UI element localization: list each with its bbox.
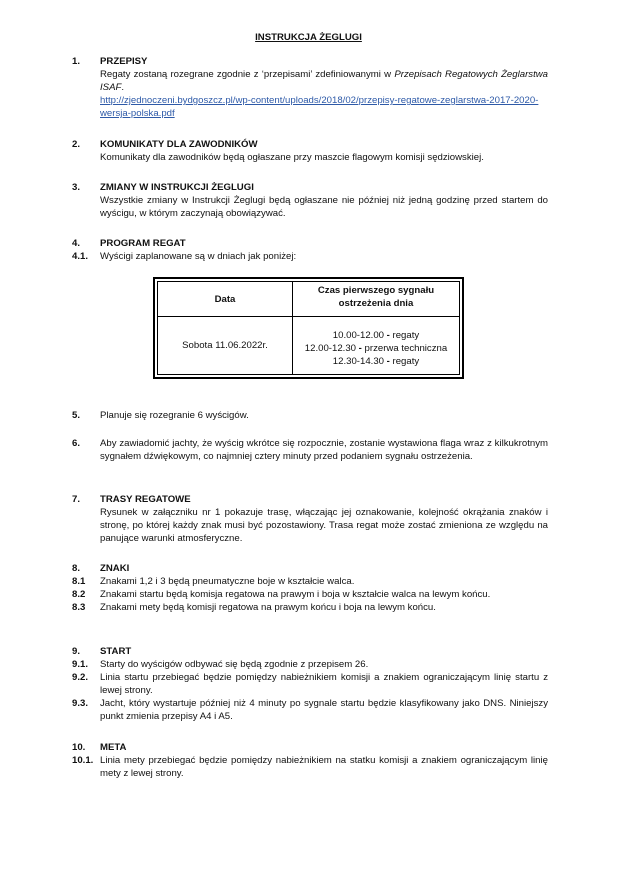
section-heading: KOMUNIKATY DLA ZAWODNIKÓW bbox=[100, 139, 258, 150]
section-text: Znakami 1,2 i 3 będą pneumatyczne boje w kształcie walca. bbox=[100, 576, 355, 587]
list-item bbox=[72, 588, 548, 601]
section-heading: START bbox=[100, 646, 132, 657]
section-text: Komunikaty dla zawodników będą ogłaszane przy maszcie flagowym komisji sędziowskiej. bbox=[100, 152, 484, 163]
section-text: Linia mety przebiegać będzie pomiędzy nabieżnikiem na statku komisji a znakiem ograniczającym linię mety z lewej strony. bbox=[100, 755, 548, 779]
list-item bbox=[72, 671, 548, 697]
table-header-time: Czas pierwszego sygnału ostrzeżenia dnia bbox=[317, 285, 435, 309]
section-number: 1. bbox=[72, 56, 81, 67]
section-number: 5. bbox=[72, 410, 81, 421]
section-przepisy bbox=[72, 55, 548, 120]
section-text: Znakami startu będą komisja regatowa na prawym i boja w kształcie walca na lewym końcu. bbox=[100, 589, 491, 600]
section-planuje bbox=[72, 409, 548, 422]
time-row: 10.00-12.00 - regaty bbox=[332, 330, 420, 341]
list-item bbox=[72, 658, 548, 671]
section-text: Planuje się rozegranie 6 wyścigów. bbox=[100, 410, 249, 421]
section-text: Starty do wyścigów odbywać się będą zgodnie z przepisem 26. bbox=[100, 659, 369, 670]
subsection-number: 4.1. bbox=[72, 251, 89, 262]
subsection-number: 8.3 bbox=[72, 602, 86, 613]
list-item bbox=[72, 697, 548, 723]
section-heading: PRZEPISY bbox=[100, 56, 148, 67]
subsection-number: 9.2. bbox=[72, 672, 89, 683]
section-heading: ZMIANY W INSTRUKCJI ŻEGLUGI bbox=[100, 182, 254, 193]
section-zmiany bbox=[72, 181, 548, 220]
schedule-table bbox=[153, 277, 464, 379]
subsection-number: 9.3. bbox=[72, 698, 89, 709]
table-cell-date: Sobota 11.06.2022r. bbox=[182, 340, 268, 351]
list-item bbox=[72, 575, 548, 588]
section-number: 4. bbox=[72, 238, 81, 249]
section-trasy bbox=[72, 493, 548, 545]
section-heading: ZNAKI bbox=[100, 563, 130, 574]
section-number: 9. bbox=[72, 646, 81, 657]
subsection-number: 8.1 bbox=[72, 576, 86, 587]
subsection-number: 8.2 bbox=[72, 589, 86, 600]
subsection-number: 10.1. bbox=[72, 755, 94, 766]
section-text: Znakami mety będą komisji regatowa na prawym końcu i boja na lewym końcu. bbox=[100, 602, 436, 613]
section-text: Regaty zostaną rozegrane zgodnie z ‘przepisami’ zdefiniowanymi w Przepisach Regatowych Żeglarstwa ISAF. http://zjednoczeni.bydgoszcz.pl/wp-content/uploads/2018/02/przepisy-regatowe-zeglarstwa-2017-2020-wersja-polska.pdf bbox=[100, 69, 548, 119]
section-meta bbox=[72, 741, 548, 780]
section-komunikaty bbox=[72, 138, 548, 164]
section-number: 6. bbox=[72, 438, 81, 449]
section-heading: META bbox=[100, 742, 127, 753]
section-program bbox=[72, 237, 548, 263]
section-heading: PROGRAM REGAT bbox=[100, 238, 186, 249]
section-znaki bbox=[72, 562, 548, 614]
section-number: 7. bbox=[72, 494, 81, 505]
section-heading: TRASY REGATOWE bbox=[100, 494, 191, 505]
table-header-date: Data bbox=[214, 293, 236, 305]
table-cell-times bbox=[293, 329, 459, 368]
section-number: 2. bbox=[72, 139, 81, 150]
section-text: Jacht, który wystartuje później niż 4 minuty po sygnale startu będzie klasyfikowany jako DNS. Niniejszy punkt zmienia przepisy A4 i A5. bbox=[100, 698, 548, 722]
section-text: Rysunek w załączniku nr 1 pokazuje trasę, włączając jej oznakowanie, kolejność okrążania znaków i stronę, po której każdy znak musi być pozostawiony. Trasa regat może zostać zmieniona ze względu na panujące warunki atmosferyczne. bbox=[100, 507, 548, 544]
section-text: Wyścigi zaplanowane są w dniach jak poniżej: bbox=[100, 251, 297, 262]
section-start bbox=[72, 645, 548, 723]
section-number: 8. bbox=[72, 563, 81, 574]
section-number: 10. bbox=[72, 742, 86, 753]
rules-link[interactable]: http://zjednoczeni.bydgoszcz.pl/wp-content/uploads/2018/02/przepisy-regatowe-zeglarstwa-2017-2020-wersja-polska.pdf bbox=[100, 95, 539, 119]
section-flaga bbox=[72, 437, 548, 463]
rules-title: Przepisach Regatowych Żeglarstwa ISAF bbox=[100, 69, 548, 93]
time-row: 12.30-14.30 - regaty bbox=[332, 356, 420, 367]
subsection-number: 9.1. bbox=[72, 659, 89, 670]
section-text: Linia startu przebiegać będzie pomiędzy nabieżnikiem komisji a znakiem ograniczającym linię startu z lewej strony. bbox=[100, 672, 548, 696]
list-item bbox=[72, 754, 548, 780]
section-number: 3. bbox=[72, 182, 81, 193]
document-title: INSTRUKCJA ŻEGLUGI bbox=[255, 32, 362, 43]
section-text: Aby zawiadomić jachty, że wyścig wkrótce się rozpocznie, zostanie wystawiona flaga wraz z kilkukrotnym sygnałem dźwiękowym, co najmniej cztery minuty przed podaniem sygnału ostrzeżenia. bbox=[100, 438, 548, 462]
list-item bbox=[72, 601, 548, 614]
section-text: Wszystkie zmiany w Instrukcji Żeglugi będą ogłaszane nie później niż jedną godzinę przed startem do wyścigu, w którym zaczynają obowiązywać. bbox=[100, 195, 548, 219]
time-row: 12.00-12.30 - przerwa techniczna bbox=[304, 343, 448, 354]
